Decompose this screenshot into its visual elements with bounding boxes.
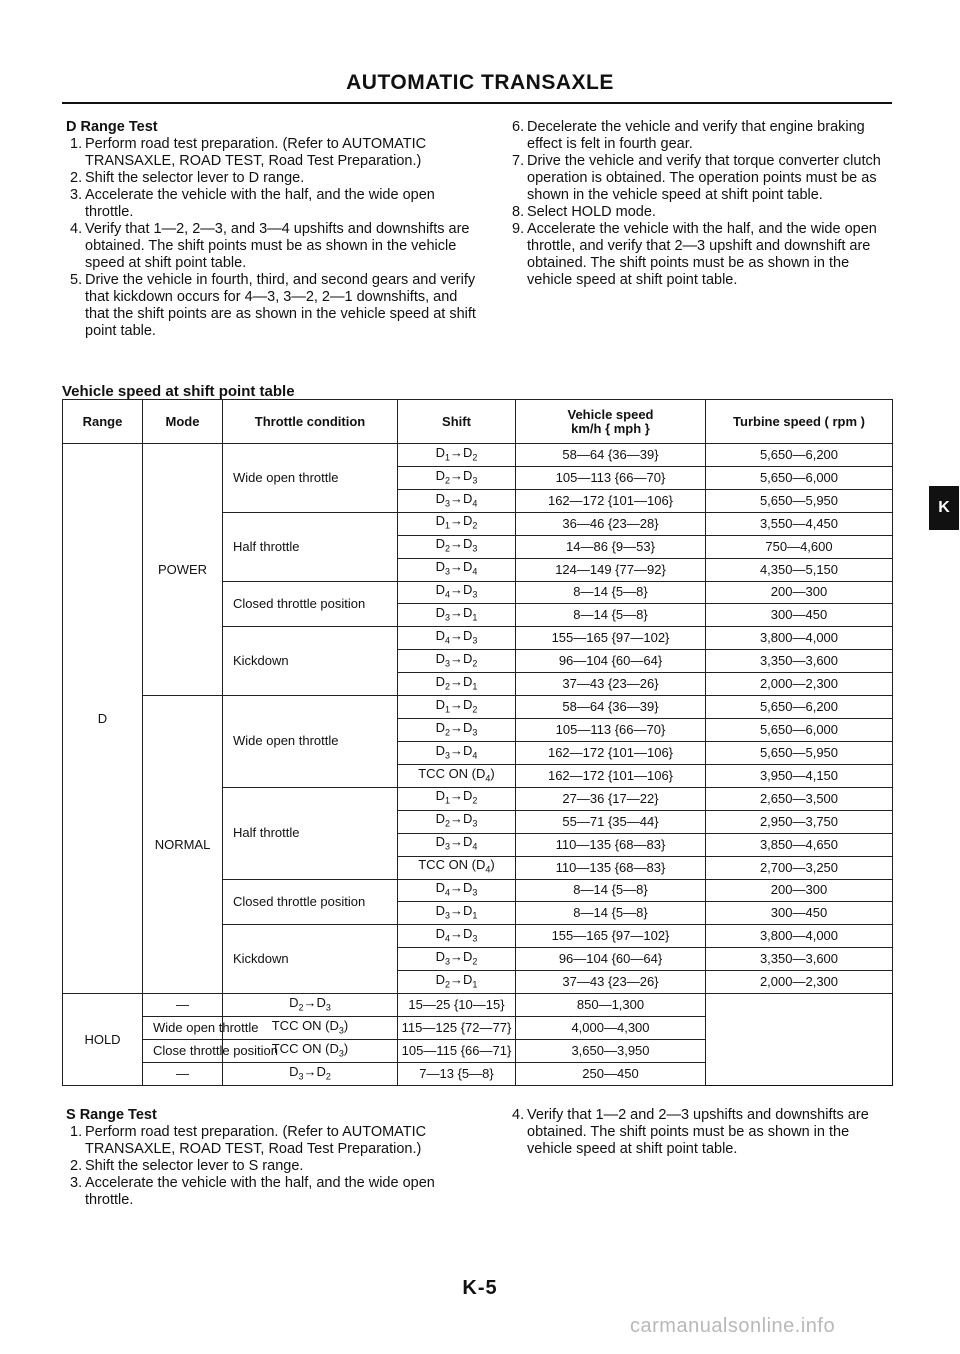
step-text: Verify that 1—2, 2—3, and 3—4 upshifts and downshifts are obtained. The shift points must be as shown in the vehicle speed at shift point table. [85,221,470,271]
cell-turbine: 2,650—3,500 [706,787,893,810]
cell-throttle: Wide open throttle [223,696,398,788]
step-text: Drive the vehicle and verify that torque converter clutch operation is obtained. The operation points must be as shown in the vehicle speed at shift point table. [527,153,881,203]
step-text: Verify that 1—2 and 2—3 upshifts and downshifts are obtained. The shift points must be as shown in the vehicle speed at shift point table. [527,1107,869,1157]
cell-turbine: 5,650—6,200 [706,696,893,719]
section-tab-marker: K [929,486,959,530]
cell-turbine: 5,650—6,000 [706,466,893,489]
cell-shift: $D_2\to D_3$ [398,719,516,742]
step-item [70,187,476,221]
d-range-left-column [66,119,476,340]
step-number: 7. [512,153,525,169]
step-item [512,204,892,221]
cell-turbine: 3,800—4,000 [706,627,893,650]
cell-turbine: 3,550—4,450 [706,512,893,535]
cell-turbine: 5,650—6,200 [706,444,893,467]
cell-shift: $D_2\to D_3$ [398,466,516,489]
cell-turbine: 200—300 [706,581,893,604]
cell-speed: 115—125 {72—77} [398,1017,516,1040]
d-range-steps-left [70,136,476,340]
table-row [63,444,893,467]
table-row [63,1039,893,1062]
table-row [63,1017,893,1040]
cell-shift: $D_3\to D_4$ [398,489,516,512]
step-number: 1. [70,1124,83,1140]
header-vehicle-speed [516,400,706,444]
cell-shift: $D_2\to D_3$ [223,994,398,1017]
cell-speed: 8—14 {5—8} [516,581,706,604]
cell-turbine: 3,850—4,650 [706,833,893,856]
step-item [512,119,892,153]
cell-throttle: Half throttle [223,512,398,581]
cell-shift: $D_2\to D_3$ [398,810,516,833]
cell-throttle: Closed throttle position [223,879,398,925]
cell-speed: 110—135 {68—83} [516,856,706,879]
step-number: 6. [512,119,525,135]
cell-turbine: 3,650—3,950 [516,1039,706,1062]
s-range-steps-right [512,1107,897,1158]
step-item [70,272,476,340]
table-caption: Vehicle speed at shift point table [62,383,295,400]
cell-shift: $D_1\to D_2$ [398,512,516,535]
cell-shift: $D_2\to D_1$ [398,673,516,696]
cell-turbine: 4,350—5,150 [706,558,893,581]
step-item [70,170,476,187]
header-throttle: Throttle condition [223,400,398,444]
cell-mode-normal: NORMAL [143,696,223,994]
s-range-right-column [512,1107,897,1158]
step-number: 9. [512,221,525,237]
cell-shift: $D_3\to D_1$ [398,902,516,925]
cell-speed: 55—71 {35—44} [516,810,706,833]
cell-speed: 36—46 {23—28} [516,512,706,535]
step-number: 4. [512,1107,525,1123]
cell-shift: TCC ON $(D_3)$ [223,1039,398,1062]
cell-throttle: Closed throttle position [223,581,398,627]
step-text: Decelerate the vehicle and verify that engine braking effect is felt in fourth gear. [527,119,865,152]
cell-speed: 27—36 {17—22} [516,787,706,810]
page-header-title: AUTOMATIC TRANSAXLE [346,71,614,94]
step-number: 8. [512,204,525,220]
cell-speed: 37—43 {23—26} [516,971,706,994]
step-number: 2. [70,170,83,186]
cell-shift: $D_3\to D_4$ [398,741,516,764]
cell-throttle: — [143,994,223,1017]
s-range-title: S Range Test [66,1107,157,1123]
cell-shift: $D_1\to D_2$ [398,696,516,719]
s-range-steps-left [70,1124,486,1209]
cell-turbine: 3,350—3,600 [706,650,893,673]
cell-turbine: 200—300 [706,879,893,902]
cell-turbine: 300—450 [706,604,893,627]
cell-speed: 155—165 {97—102} [516,925,706,948]
cell-turbine: 2,000—2,300 [706,673,893,696]
cell-speed: 155—165 {97—102} [516,627,706,650]
cell-shift: $D_4\to D_3$ [398,879,516,902]
cell-speed: 8—14 {5—8} [516,604,706,627]
cell-throttle: Kickdown [223,925,398,994]
step-number: 2. [70,1158,83,1174]
step-item [512,221,892,289]
step-item [70,1175,486,1209]
step-number: 4. [70,221,83,237]
cell-turbine: 300—450 [706,902,893,925]
cell-turbine: 5,650—6,000 [706,719,893,742]
header-speed-line1: Vehicle speed [567,406,654,422]
header-mode: Mode [143,400,223,444]
step-number: 1. [70,136,83,152]
cell-throttle: Wide open throttle [223,444,398,513]
cell-shift: $D_2\to D_1$ [398,971,516,994]
cell-shift: TCC ON $(D_3)$ [223,1017,398,1040]
step-item [70,1158,486,1175]
cell-shift: $D_2\to D_3$ [398,535,516,558]
header-speed-line2: km/h { mph } [571,420,650,436]
table-header-row [63,400,893,444]
cell-speed: 37—43 {23—26} [516,673,706,696]
cell-shift: $D_1\to D_2$ [398,787,516,810]
cell-shift: $D_4\to D_3$ [398,925,516,948]
cell-speed: 8—14 {5—8} [516,879,706,902]
cell-speed: 162—172 {101—106} [516,764,706,787]
cell-speed: 162—172 {101—106} [516,489,706,512]
cell-shift: $D_3\to D_2$ [223,1062,398,1085]
step-text: Accelerate the vehicle with the half, and the wide open throttle. [85,187,435,220]
page-number: K-5 [462,1277,498,1299]
cell-speed: 162—172 {101—106} [516,741,706,764]
cell-turbine: 250—450 [516,1062,706,1085]
cell-mode-hold: HOLD [63,994,143,1086]
table-row [63,1062,893,1085]
cell-shift: $D_1\to D_2$ [398,444,516,467]
cell-speed: 105—115 {66—71} [398,1039,516,1062]
step-text: Perform road test preparation. (Refer to AUTOMATIC TRANSAXLE, ROAD TEST, Road Test Preparation.) [85,136,427,169]
cell-speed: 105—113 {66—70} [516,466,706,489]
table-row [63,994,893,1017]
step-item [70,136,476,170]
cell-speed: 15—25 {10—15} [398,994,516,1017]
header-shift: Shift [398,400,516,444]
cell-shift: $D_3\to D_4$ [398,558,516,581]
d-range-title: D Range Test [66,119,158,135]
step-text: Accelerate the vehicle with the half, and the wide open throttle. [85,1175,435,1208]
cell-range: D [63,444,143,994]
cell-shift: $D_3\to D_1$ [398,604,516,627]
step-text: Perform road test preparation. (Refer to AUTOMATIC TRANSAXLE, ROAD TEST, Road Test Preparation.) [85,1124,427,1157]
header-range: Range [63,400,143,444]
cell-shift: TCC ON $(D_4)$ [398,764,516,787]
cell-speed: 58—64 {36—39} [516,444,706,467]
table-row [63,696,893,719]
cell-speed: 124—149 {77—92} [516,558,706,581]
cell-shift: $D_4\to D_3$ [398,581,516,604]
step-item [70,221,476,272]
cell-throttle: Half throttle [223,787,398,879]
header-rule [62,102,892,104]
step-text: Shift the selector lever to S range. [85,1158,304,1174]
step-text: Accelerate the vehicle with the half, and the wide open throttle, and verify that 2—3 upshift and downshift are obtained. The shift points must be as shown in the vehicle speed at shift point table. [527,221,877,288]
cell-throttle: Wide open throttle [143,1017,223,1040]
cell-shift: $D_3\to D_2$ [398,650,516,673]
cell-turbine: 5,650—5,950 [706,741,893,764]
cell-turbine: 2,000—2,300 [706,971,893,994]
step-text: Shift the selector lever to D range. [85,170,305,186]
cell-speed: 105—113 {66—70} [516,719,706,742]
step-number: 3. [70,187,83,203]
step-item [70,1124,486,1158]
cell-turbine: 2,950—3,750 [706,810,893,833]
cell-throttle: — [143,1062,223,1085]
cell-turbine: 850—1,300 [516,994,706,1017]
cell-shift: $D_3\to D_2$ [398,948,516,971]
cell-turbine: 750—4,600 [706,535,893,558]
cell-throttle: Close throttle position [143,1039,223,1062]
cell-turbine: 5,650—5,950 [706,489,893,512]
step-number: 3. [70,1175,83,1191]
watermark: carmanualsonline.info [630,1315,836,1337]
step-text: Select HOLD mode. [527,204,656,220]
cell-turbine: 3,350—3,600 [706,948,893,971]
step-item [512,1107,897,1158]
cell-speed: 96—104 {60—64} [516,650,706,673]
step-text: Drive the vehicle in fourth, third, and second gears and verify that kickdown occurs for 4—3, 3—2, 2—1 downshifts, and that the shift points are as shown in the vehicle speed at shift point table. [85,272,476,339]
cell-turbine: 3,800—4,000 [706,925,893,948]
s-range-left-column [66,1107,486,1209]
d-range-right-column [512,119,892,289]
cell-speed: 14—86 {9—53} [516,535,706,558]
header-turbine: Turbine speed ( rpm ) [706,400,893,444]
cell-shift: $D_3\to D_4$ [398,833,516,856]
d-range-steps-right [512,119,892,289]
cell-speed: 8—14 {5—8} [516,902,706,925]
cell-shift: $D_4\to D_3$ [398,627,516,650]
cell-turbine: 4,000—4,300 [516,1017,706,1040]
cell-speed: 96—104 {60—64} [516,948,706,971]
cell-shift: TCC ON $(D_4)$ [398,856,516,879]
cell-speed: 7—13 {5—8} [398,1062,516,1085]
step-item [512,153,892,204]
cell-mode-power: POWER [143,444,223,696]
step-number: 5. [70,272,83,288]
cell-speed: 110—135 {68—83} [516,833,706,856]
cell-turbine: 3,950—4,150 [706,764,893,787]
cell-speed: 58—64 {36—39} [516,696,706,719]
cell-turbine: 2,700—3,250 [706,856,893,879]
shift-point-table [62,399,893,1086]
cell-throttle: Kickdown [223,627,398,696]
